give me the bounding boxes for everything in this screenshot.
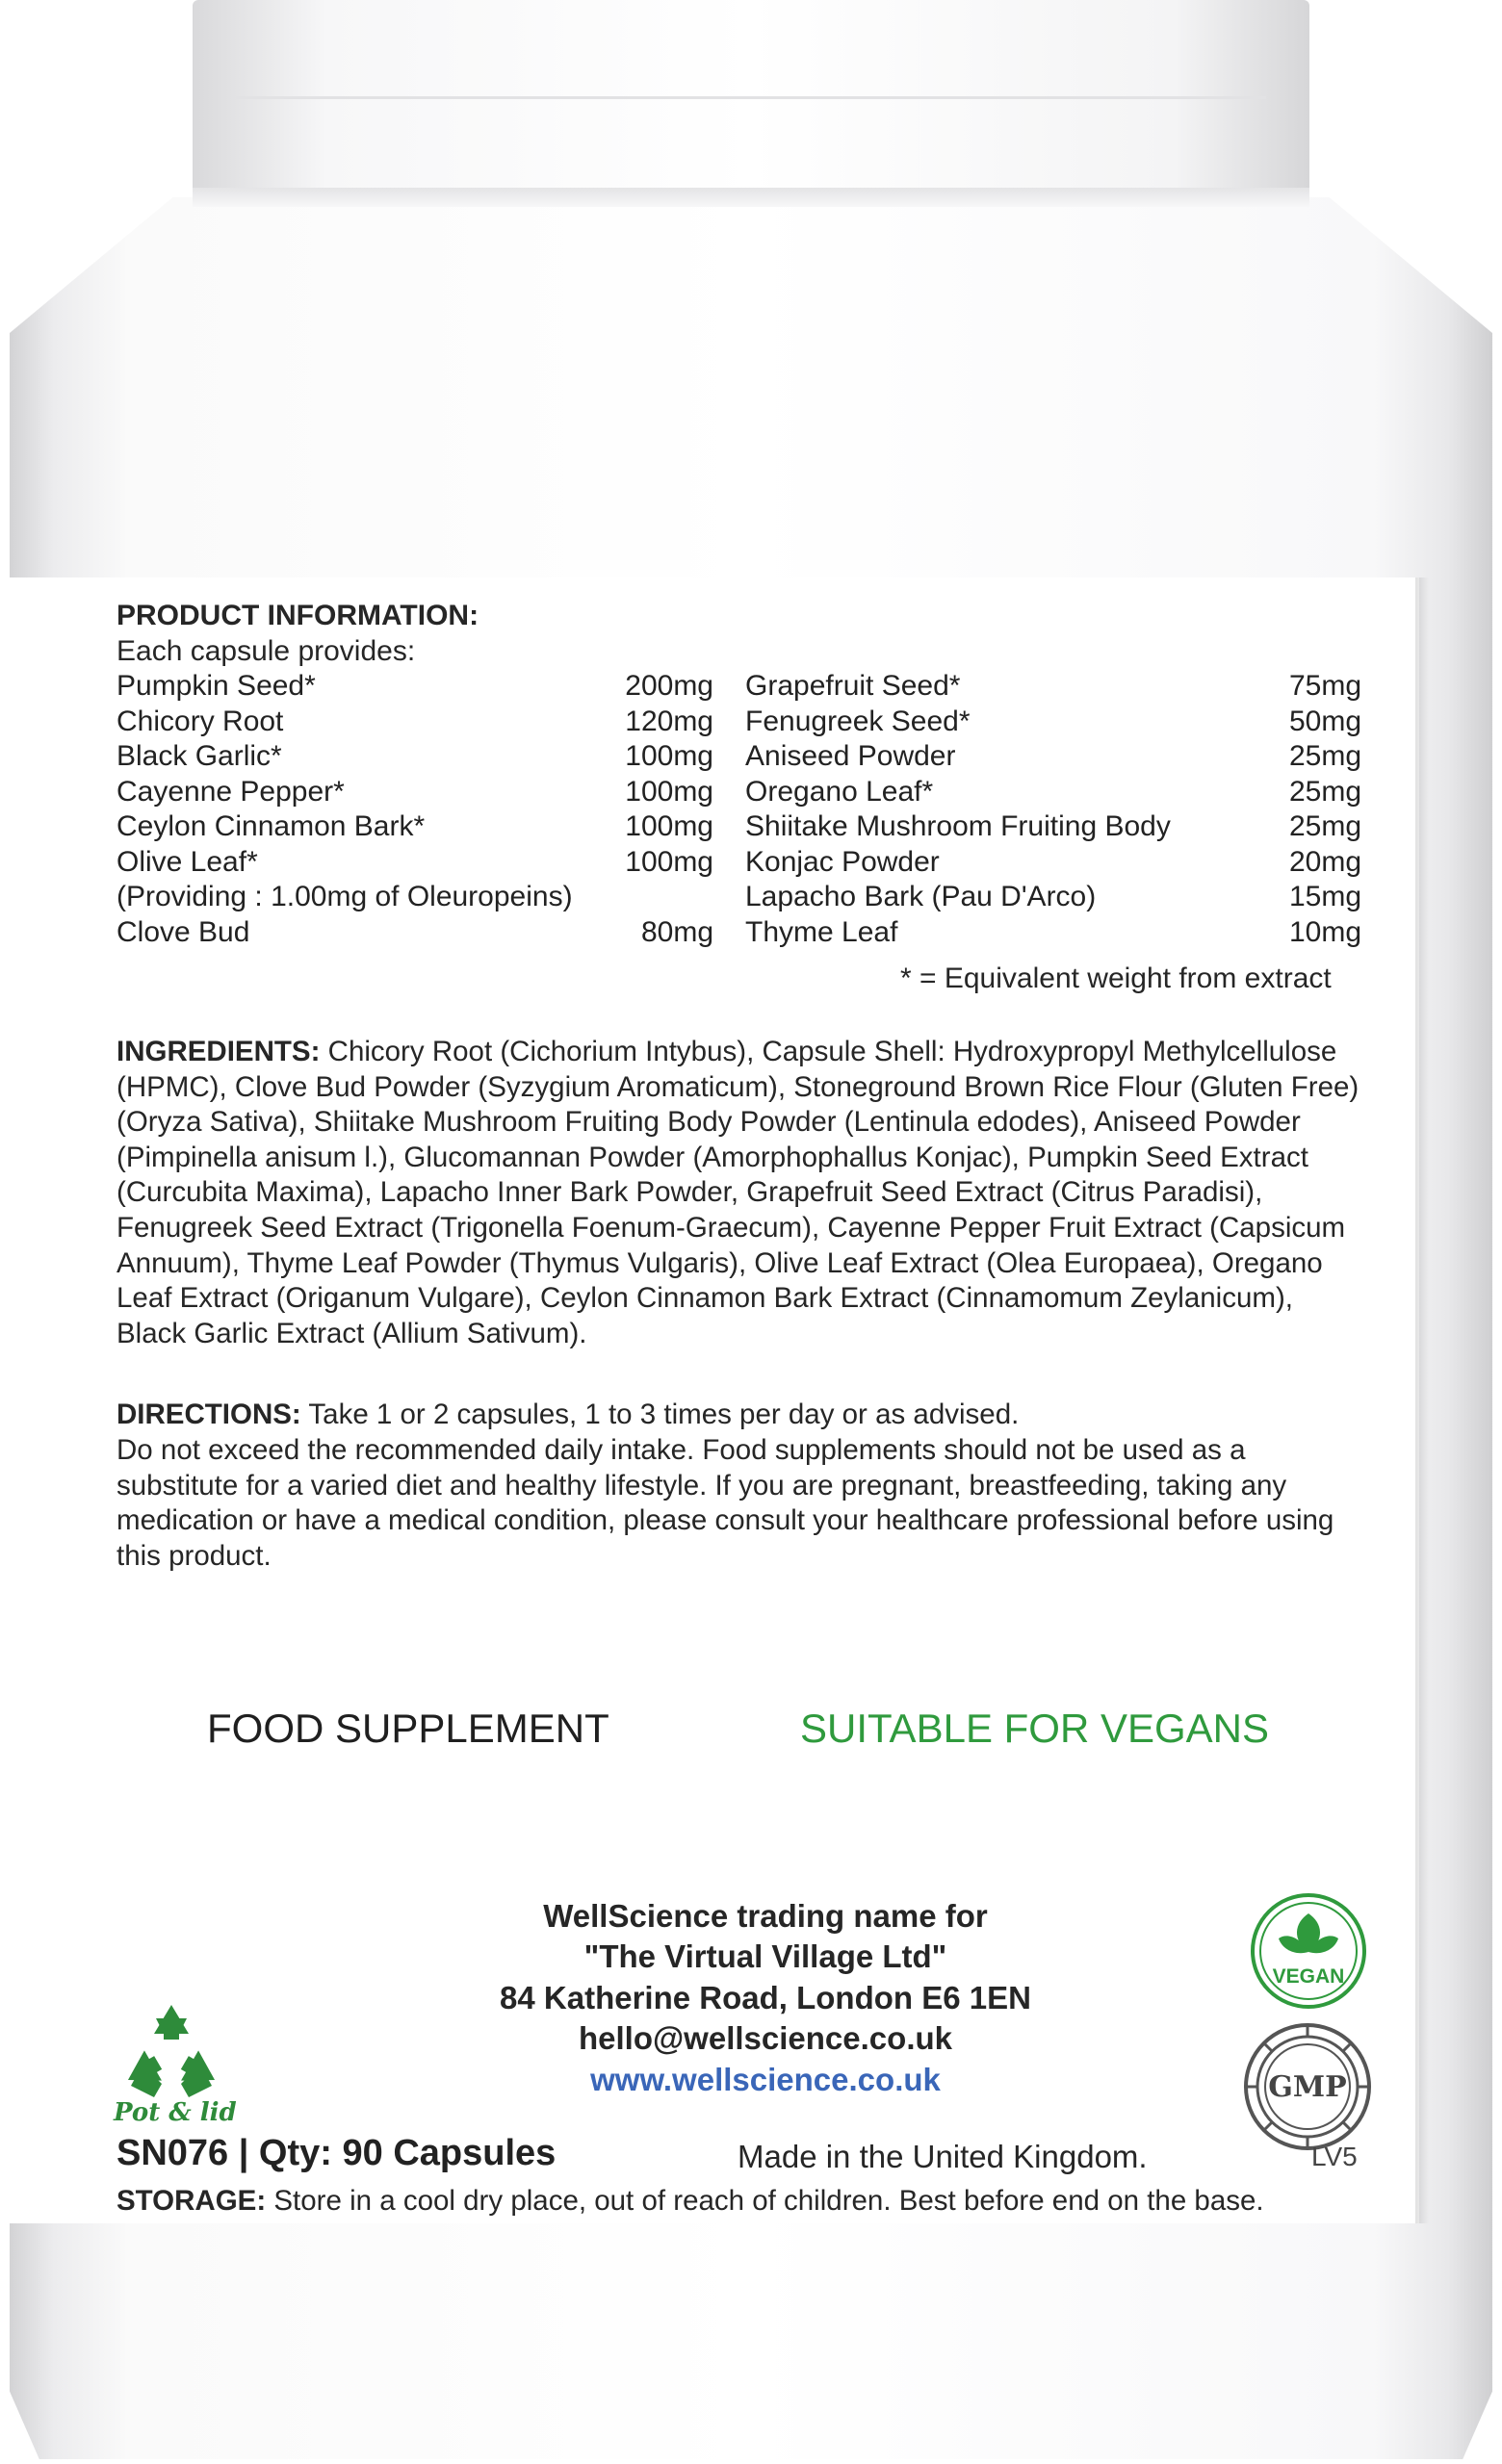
lid-neck — [193, 188, 1309, 207]
nutrient-amount: 25mg — [1288, 810, 1361, 842]
gmp-logo-icon — [1240, 2019, 1375, 2154]
nutrient-row — [745, 915, 1361, 951]
nutrient-amount: 25mg — [1288, 740, 1361, 772]
nutrient-name: Grapefruit Seed* — [745, 670, 961, 702]
warning-text: Do not exceed the recommended daily intake. Food supplements should not be used as a substitute for a varied diet and healthy lifestyle. If you are pregnant, breastfeeding, taking any medication or have a medical condition, please consult your healthcare professional before using this product. — [117, 1434, 1334, 1572]
nutrient-name: Ceylon Cinnamon Bark* — [117, 810, 426, 842]
nutrient-row — [117, 739, 713, 775]
made-in-label: Made in the United Kingdom. — [738, 2139, 1148, 2174]
suitable-for-vegans-label: SUITABLE FOR VEGANS — [800, 1706, 1269, 1751]
nutrient-name: Chicory Root — [117, 705, 284, 737]
nutrient-amount: 200mg — [625, 670, 713, 702]
nutrient-amount: 100mg — [625, 740, 713, 772]
nutrient-row — [745, 880, 1361, 915]
product-info-title: PRODUCT INFORMATION: — [117, 600, 479, 631]
nutrient-amount: 100mg — [625, 810, 713, 842]
nutrient-name: Clove Bud — [117, 915, 250, 948]
nutrient-amount: 80mg — [640, 915, 713, 948]
nutrient-row — [745, 669, 1361, 705]
nutrient-row — [117, 669, 713, 705]
nutrient-amount: 120mg — [625, 705, 713, 737]
nutrient-amount: 10mg — [1288, 915, 1361, 948]
nutrient-amount: 25mg — [1288, 775, 1361, 808]
nutrient-name: Konjac Powder — [745, 845, 940, 878]
nutrient-row — [117, 809, 713, 845]
nutrient-row — [117, 915, 713, 951]
nutrient-name: (Providing : 1.00mg of Oleuropeins) — [117, 881, 573, 912]
nutrient-name: Lapacho Bark (Pau D'Arco) — [745, 881, 1097, 912]
company-line-1: WellScience trading name for — [543, 1898, 988, 1934]
extract-footnote: * = Equivalent weight from extract — [900, 962, 1332, 994]
directions-text: Take 1 or 2 capsules, 1 to 3 times per day or as advised. — [300, 1399, 1020, 1430]
nutrient-row — [117, 880, 713, 915]
vegan-logo-icon — [1250, 1892, 1367, 2010]
nutrient-name: Cayenne Pepper* — [117, 775, 345, 808]
nutrient-amount: 100mg — [625, 845, 713, 878]
nutrient-name: Pumpkin Seed* — [117, 670, 316, 702]
nutrient-name: Aniseed Powder — [745, 740, 956, 772]
nutrient-table-right — [745, 669, 1361, 950]
company-email[interactable]: hello@wellscience.co.uk — [579, 2020, 952, 2056]
lid-rim — [236, 0, 1266, 99]
recycle-caption: Pot & lid — [114, 2098, 237, 2127]
product-info-subtitle: Each capsule provides: — [117, 635, 416, 667]
company-line-2: "The Virtual Village Ltd" — [583, 1938, 947, 1974]
directions-paragraph — [117, 1398, 1368, 1433]
nutrient-row — [745, 739, 1361, 775]
storage-label: STORAGE: — [117, 2185, 267, 2217]
nutrient-name: Fenugreek Seed* — [745, 705, 971, 737]
ingredients-paragraph — [117, 1035, 1368, 1351]
nutrient-row — [117, 705, 713, 740]
nutrient-name: Oregano Leaf* — [745, 775, 934, 808]
nutrient-row — [117, 845, 713, 881]
food-supplement-label: FOOD SUPPLEMENT — [207, 1706, 609, 1751]
nutrient-row — [745, 705, 1361, 740]
storage-text: Store in a cool dry place, out of reach of children. Best before end on the base. — [266, 2185, 1264, 2217]
website-link[interactable]: www.wellscience.co.uk — [590, 2062, 941, 2097]
gmp-logo-text: GMP — [1268, 2070, 1347, 2104]
label-version: LV5 — [1311, 2142, 1358, 2171]
nutrient-amount: 20mg — [1288, 845, 1361, 878]
sku-quantity: SN076 | Qty: 90 Capsules — [117, 2133, 557, 2173]
nutrient-name: Black Garlic* — [117, 740, 282, 772]
storage-line — [117, 2185, 1264, 2218]
nutrient-name: Shiitake Mushroom Fruiting Body — [745, 810, 1171, 842]
company-website[interactable] — [366, 2060, 1165, 2101]
label-edge — [1415, 578, 1429, 2223]
nutrient-amount: 100mg — [625, 775, 713, 808]
nutrient-row — [745, 809, 1361, 845]
directions-label: DIRECTIONS: — [117, 1399, 301, 1430]
vegan-logo-text: VEGAN — [1272, 1965, 1345, 1988]
nutrient-name: Olive Leaf* — [117, 845, 258, 878]
ingredients-text: Chicory Root (Cichorium Intybus), Capsule Shell: Hydroxypropyl Methylcellulose (HPMC), Clove Bud Powder (Syzygium Aromaticum), Stoneground Brown Rice Flour (Gluten Free) (Oryza Sativa), Shiitake Mushroom Fruiting Body Powder (Lentinula edodes), Aniseed Powder (Pimpinella anisum l.), Glucomannan Powder (Amorphophallus Konjac), Pumpkin Seed Extract (Curcubita Maxima), Lapacho Inner Bark Powder, Grapefruit Seed Extract (Citrus Paradisi), Fenugreek Seed Extract (Trigonella Foenum-Graecum), Cayenne Pepper Fruit Extract (Capsicum Annuum), Thyme Leaf Powder (Thymus Vulgaris), Olive Leaf Extract (Olea Europaea), Oregano Leaf Extract (Origanum Vulgare), Ceylon Cinnamon Bark Extract (Cinnamomum Zeylanicum), Black Garlic Extract (Allium Sativum). — [117, 1036, 1360, 1349]
nutrient-name: Thyme Leaf — [745, 915, 898, 948]
nutrient-amount: 75mg — [1288, 670, 1361, 702]
nutrient-table-left — [117, 669, 713, 950]
nutrient-amount: 50mg — [1288, 705, 1361, 737]
recycle-icon — [114, 1997, 229, 2113]
ingredients-label: INGREDIENTS: — [117, 1036, 321, 1067]
company-address: 84 Katherine Road, London E6 1EN — [500, 1980, 1031, 2015]
nutrient-row — [117, 775, 713, 810]
nutrient-row — [745, 845, 1361, 881]
nutrient-amount: 15mg — [1288, 881, 1361, 912]
nutrient-row — [745, 775, 1361, 810]
